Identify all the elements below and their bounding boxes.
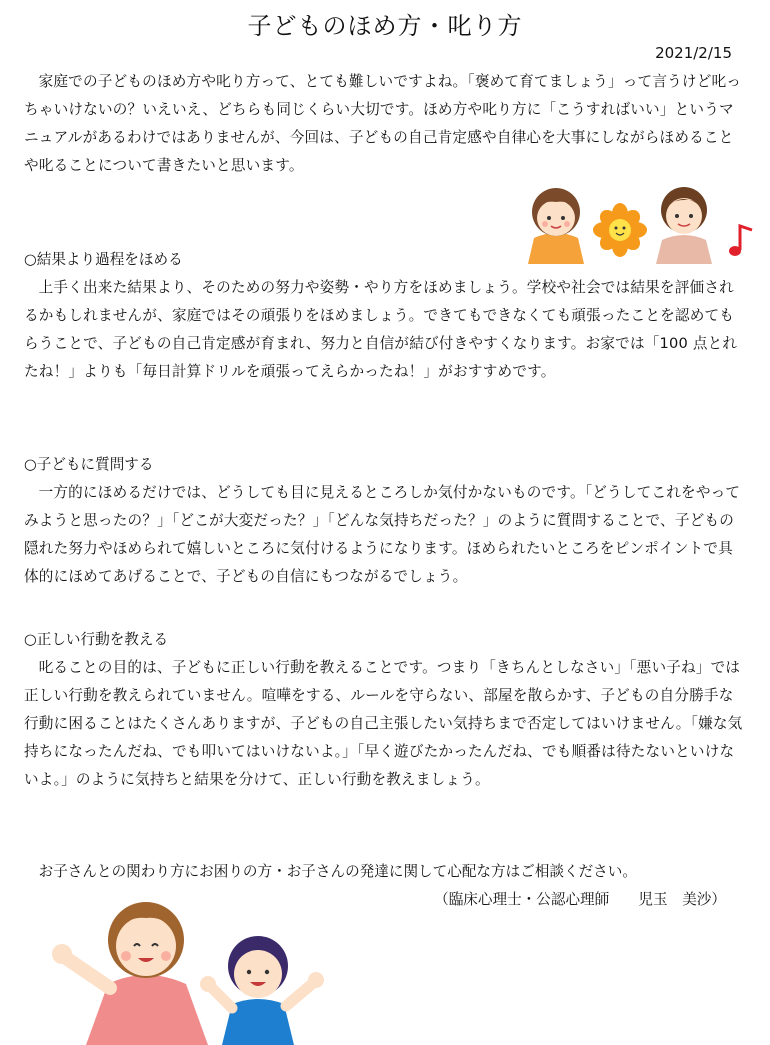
hand-icon — [308, 972, 324, 988]
children-flower-illustration — [518, 178, 758, 264]
mother-child-illustration — [46, 888, 336, 1045]
flower-icon — [593, 203, 647, 257]
date: 2021/2/15 — [655, 44, 732, 62]
music-note-icon — [729, 226, 752, 256]
hand-icon — [52, 944, 72, 964]
section-heading-3: ○正しい行動を教える — [24, 631, 169, 648]
section-body-1: 上手く出来た結果より、そのための努力や姿勢・やり方をほめましょう。学校や社会では結果を評価されるかもしれませんが、家庭ではその頑張りをほめましょう。できてもできなくても頑張ったことを認めてもらうことで、子どもの自己肯定感が育まれ、努力と自信が結び付きやすくなります。お家では「100 点とれたね！」よりも「毎日計算ドリルを頑張ってえらかったね！」がおすすめです。 — [24, 279, 738, 380]
hand-icon — [200, 976, 216, 992]
section-heading-1: ○結果より過程をほめる — [24, 251, 183, 268]
boy-icon — [656, 187, 712, 264]
section-body-2: 一方的にほめるだけでは、どうしても目に見えるところしか気付かないものです。「どうしてこれをやってみようと思ったの？」「どこが大変だった？」「どんな気持ちだった？」のように質問することで、子どもの隠れた努力やほめられて嬉しいところに気付けるようになります。ほめられたいところをピンポイントで具体的にほめてあげることで、子どもの自信にもつながるでしょう。 — [24, 484, 741, 585]
girl-icon — [528, 188, 584, 264]
section-heading-2: ○子どもに質問する — [24, 456, 154, 473]
closing-text: お子さんとの関わり方にお困りの方・お子さんの発達に関して心配な方はご相談ください。 — [38, 863, 637, 880]
signature: （臨床心理士・公認心理師 児玉 美沙） — [434, 891, 726, 908]
mother-icon — [52, 902, 208, 1045]
section-body-3: 叱ることの目的は、子どもに正しい行動を教えることです。つまり「きちんとしなさい」「悪い子ね」では正しい行動を教えられていません。喧嘩をする、ルールを守らない、部屋を散らかす、子どもの自分勝手な行動に困ることはたくさんありますが、子どもの自己主張したい気持ちまで否定してはいけません。「嫌な気持ちになったんだね、でも叩いてはいけないよ。」「早く遊びたかったんだね、でも順番は待たないといけないよ。」のように気持ちと結果を分けて、正しい行動を教えましょう。 — [24, 659, 743, 788]
page-title: 子どものほめ方・叱り方 — [247, 12, 523, 40]
child-icon — [200, 936, 324, 1045]
intro-paragraph: 家庭での子どものほめ方や叱り方って、とても難しいですよね。「褒めて育てましょう」って言うけど叱っちゃいけないの？いえいえ、どちらも同じくらい大切です。ほめ方や叱り方に「こうすればいい」というマニュアルがあるわけではありませんが、今回は、子どもの自己肯定感や自律心を大事にしながらほめることや叱ることについて書きたいと思います。 — [24, 73, 742, 174]
